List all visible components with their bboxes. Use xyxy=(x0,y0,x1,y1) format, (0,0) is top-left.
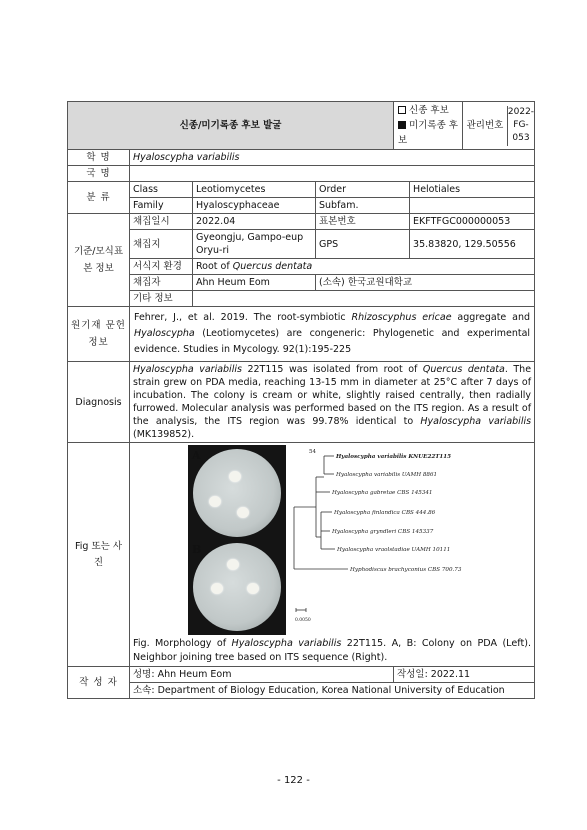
plate-b-label: B xyxy=(192,543,202,556)
class-label: Class xyxy=(130,182,193,198)
candidate-type-options xyxy=(394,102,463,150)
tree-taxon: Hyaloscypha variabilis KNUE22T115 xyxy=(336,454,452,460)
phylogenetic-tree xyxy=(292,445,492,635)
colony xyxy=(229,471,241,482)
colony xyxy=(211,583,223,594)
type-specimen-label: 기준/모식표본 정보 xyxy=(68,214,130,307)
plate-a-label: A xyxy=(192,449,201,462)
collection-date-value: 2022.04 xyxy=(193,214,316,230)
option-unrecorded-species[interactable]: 미기록종 후보 xyxy=(398,120,458,146)
species-form-sheet xyxy=(67,101,534,699)
diagnosis-text: Hyaloscypha variabilis 22T115 was isolated from root of Quercus dentata. The strain grew on PDA media, reaching 13-15 mm in diameter at 25°C after 7 days of incubation. The colony is cream or white, slightly raised centrally, then radially furrowed. Molecular analysis was performed based on the ITS region. As a result of the analysis, the ITS region was 99.78% identical to Hyaloscypha variabilis (MK139852). xyxy=(130,362,535,443)
option-new-species[interactable]: 신종 후보 xyxy=(398,103,459,118)
tree-taxon: Hyaloscypha vraolstadiae UAMH 10111 xyxy=(337,547,451,553)
other-info-value xyxy=(193,291,535,307)
family-value: Hyaloscyphaceae xyxy=(193,198,316,214)
korean-name-value xyxy=(130,166,535,182)
reference-label: 원기재 문헌 정보 xyxy=(68,307,130,362)
author-affiliation: 소속: Department of Biology Education, Korea National University of Education xyxy=(130,683,535,699)
bootstrap-value: 54 xyxy=(309,449,317,455)
specimen-number-value: EKFTFGC000000053 xyxy=(410,214,535,230)
colony xyxy=(237,507,249,518)
tree-taxon: Hyaloscypha gabretae CBS 145341 xyxy=(332,490,433,496)
form-title: 신종/미기록종 후보 발굴 xyxy=(68,102,394,150)
author-date: 작성일: 2022.11 xyxy=(394,667,535,683)
korean-name-label: 국 명 xyxy=(68,166,130,182)
tree-scale-value: 0.0050 xyxy=(295,618,311,623)
tree-taxon: Hyaloscypha finlandica CBS 444.86 xyxy=(334,510,436,516)
page-number: - 122 - xyxy=(277,775,310,786)
figure-caption: Fig. Morphology of Hyaloscypha variabilis 22T115. A, B: Colony on PDA (Left). Neighbor joining tree based on ITS sequence (Right). xyxy=(133,638,532,663)
figure-label: Fig 또는 사진 xyxy=(68,443,130,667)
scientific-name-value: Hyaloscypha variabilis xyxy=(130,150,535,166)
collection-date-label: 채집일시 xyxy=(130,214,193,230)
checkbox-unrecorded-species[interactable] xyxy=(398,121,406,129)
figure-cell xyxy=(130,443,535,667)
reference-text: Fehrer, J., et al. 2019. The root-symbiotic Rhizoscyphus ericae aggregate and Hyaloscypha (Leotiomycetes) are congeneric: Phylogenetic and experimental evidence. Studies in Mycology. 92(1):195-225 xyxy=(130,307,535,362)
order-value: Helotiales xyxy=(410,182,535,198)
petri-dish-a xyxy=(193,449,281,537)
specimen-number-label: 표본번호 xyxy=(316,214,410,230)
subfamily-value xyxy=(410,198,535,214)
tree-taxon: Hyaloscypha gryndleri CBS 145337 xyxy=(332,529,434,535)
petri-dish-photos xyxy=(188,445,286,635)
colony xyxy=(209,496,221,507)
diagnosis-label: Diagnosis xyxy=(68,362,130,443)
author-label: 작 성 자 xyxy=(68,667,130,699)
colony xyxy=(247,583,259,594)
gps-label: GPS xyxy=(316,230,410,259)
checkbox-new-species[interactable] xyxy=(398,106,406,114)
order-label: Order xyxy=(316,182,410,198)
collector-label: 채집자 xyxy=(130,275,193,291)
management-number-label: 관리번호 xyxy=(463,106,508,146)
figure-panels xyxy=(130,443,534,635)
collection-site-label: 채집지 xyxy=(130,230,193,259)
classification-label: 분 류 xyxy=(68,182,130,214)
petri-dish-b xyxy=(193,543,281,631)
author-name: 성명: Ahn Heum Eom xyxy=(130,667,394,683)
management-number-value: 2022-FG-053 xyxy=(507,107,535,143)
scientific-name-label: 학 명 xyxy=(68,150,130,166)
species-form-table xyxy=(67,101,535,699)
class-value: Leotiomycetes xyxy=(193,182,316,198)
subfamily-label: Subfam. xyxy=(316,198,410,214)
family-label: Family xyxy=(130,198,193,214)
management-number-cell xyxy=(463,102,535,150)
colony xyxy=(227,559,239,570)
tree-taxon: Hyphodiscus brachyconius CBS 700.73 xyxy=(350,567,462,573)
gps-value: 35.83820, 129.50556 xyxy=(410,230,535,259)
collector-value: Ahn Heum Eom xyxy=(193,275,316,291)
tree-taxon: Hyaloscypha variabilis UAMH 8861 xyxy=(336,472,438,478)
collection-site-value: Gyeongju, Gampo-eup Oryu-ri xyxy=(193,230,316,259)
habitat-label: 서식지 환경 xyxy=(130,259,193,275)
other-info-label: 기타 정보 xyxy=(130,291,193,307)
habitat-value: Root of Quercus dentata xyxy=(193,259,535,275)
collector-affiliation: (소속) 한국교원대학교 xyxy=(316,275,535,291)
